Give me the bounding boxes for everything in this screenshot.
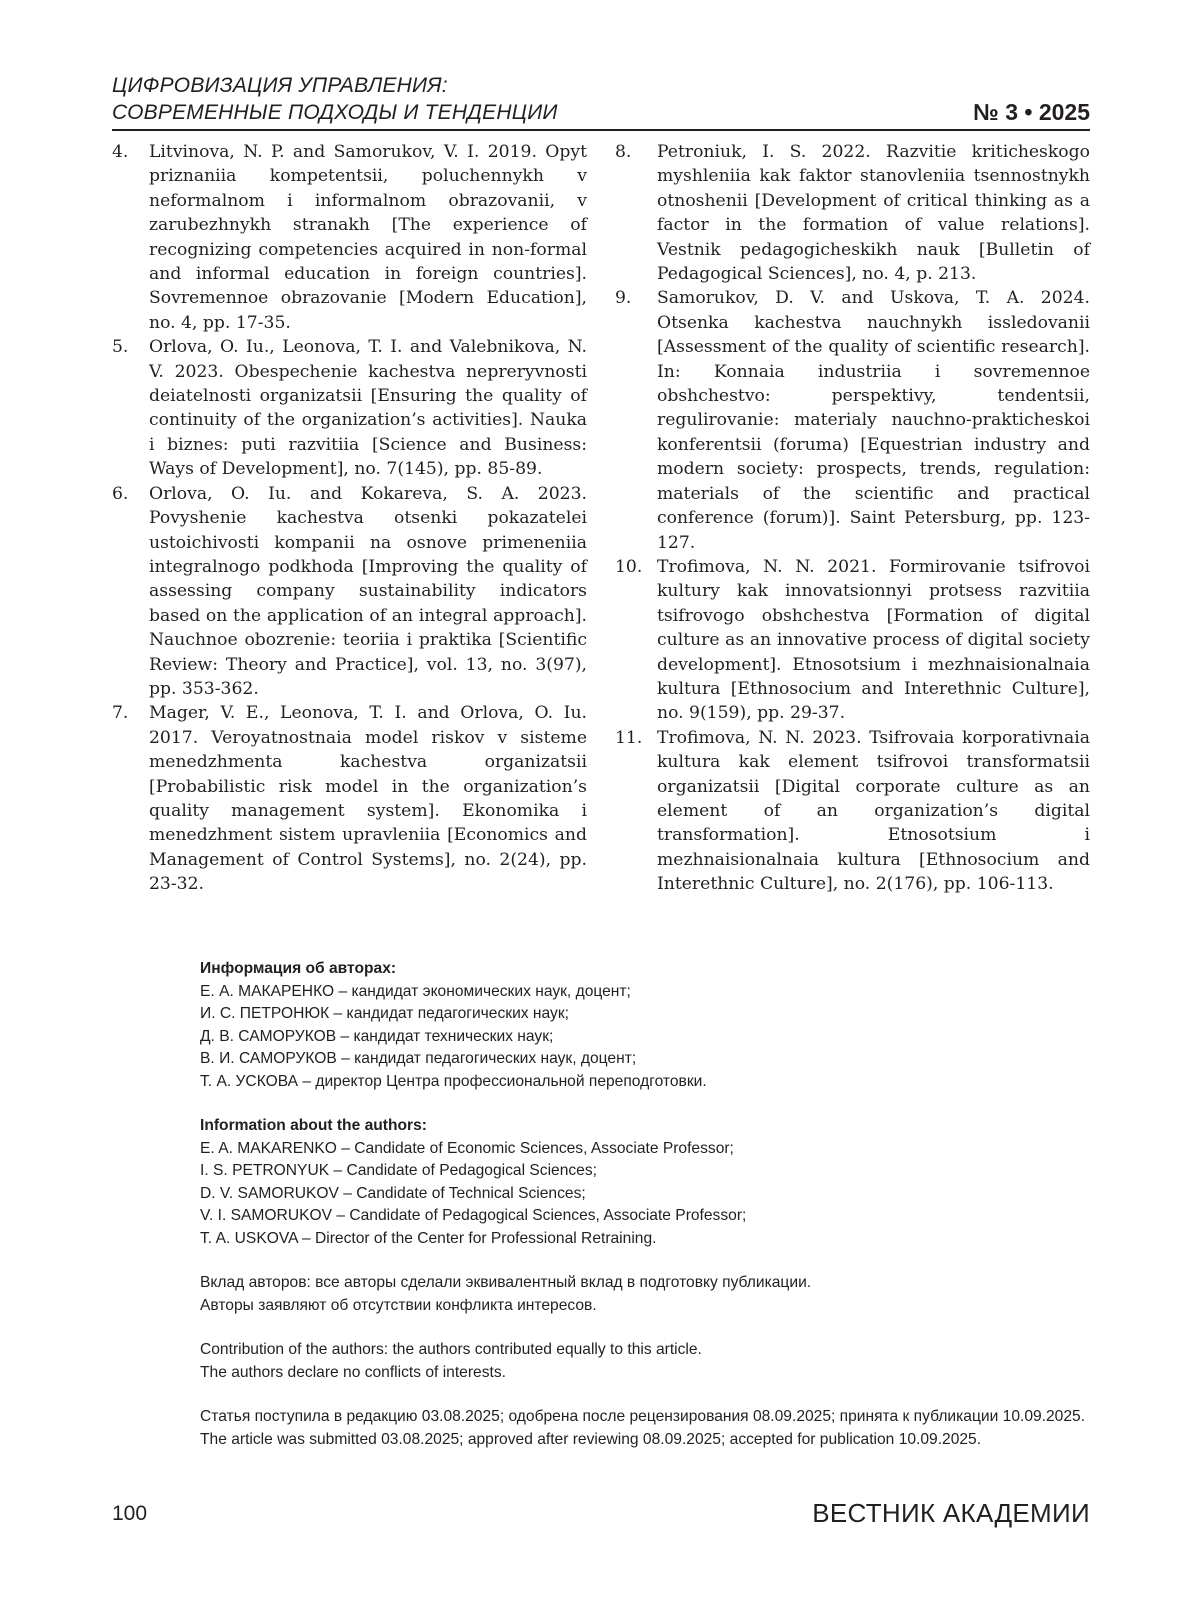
- reference-item: [615, 726, 1090, 897]
- author-ru-line: И. С. ПЕТРОНЮК – кандидат педагогических наук;: [200, 1005, 569, 1022]
- reference-item: [112, 701, 587, 896]
- reference-number: 9.: [615, 288, 632, 309]
- header-divider: [112, 129, 1090, 131]
- reference-text: Mager, V. E., Leonova, T. I. and Orlova, O. Iu. 2017. Veroyatnostnaia model riskov v sisteme menedzhmenta kachestva organizatsii [Probabilistic risk model in the organization’s quality management system]. Ekonomika i menedzhment sistem upravleniia [Economics and Management of Control Systems], no. 2(24), pp. 23-32.: [149, 703, 587, 895]
- contribution-ru: Вклад авторов: все авторы сделали эквивалентный вклад в подготовку публикации.: [200, 1274, 812, 1291]
- author-ru-line: Т. А. УСКОВА – директор Центра профессиональной переподготовки.: [200, 1072, 707, 1090]
- reference-item: [615, 140, 1090, 286]
- journal-section-title-line1: ЦИФРОВИЗАЦИЯ УПРАВЛЕНИЯ:: [112, 74, 448, 97]
- author-ru-line: В. И. САМОРУКОВ – кандидат педагогических наук, доцент;: [200, 1050, 637, 1067]
- author-en-line: V. I. SAMORUKOV – Candidate of Pedagogical Sciences, Associate Professor;: [200, 1207, 747, 1224]
- references-left-column: [112, 140, 587, 897]
- reference-number: 5.: [112, 337, 129, 358]
- reference-text: Samorukov, D. V. and Uskova, T. A. 2024. Otsenka kachestva nauchnykh issledovanii [Assessment of the quality of scientific research]. In: Konnaia industriia i sovremennoe obshchestvo: perspektivy, tendentsii, regulirovanie: materialy nauchno-prakticheskoi konferentsii (foruma) [Equestrian industry and modern society: prospects, trends, regulation: materials of the scientific and practical conference (forum)]. Saint Petersburg, pp. 123-127.: [657, 288, 1090, 553]
- references-right-column: [615, 140, 1090, 897]
- author-en-line: T. A. USKOVA – Director of the Center for Professional Retraining.: [200, 1229, 657, 1247]
- author-en-line: E. A. MAKARENKO – Candidate of Economic Sciences, Associate Professor;: [200, 1139, 734, 1157]
- reference-number: 7.: [112, 703, 129, 724]
- contribution-en: Contribution of the authors: the authors contributed equally to this article.: [200, 1341, 702, 1358]
- reference-text: Trofimova, N. N. 2023. Tsifrovaia korporativnaia kultura kak element tsifrovoi transformatsii organizatsii [Digital corporate culture as an element of an organization’s digital transformation]. Etnosotsium i mezhnaisionalnaia kultura [Ethnosocium and Interethnic Culture], no. 2(176), pp. 106-113.: [657, 727, 1090, 895]
- author-information-block: [200, 958, 1090, 1451]
- journal-section-title-line2: СОВРЕМЕННЫЕ ПОДХОДЫ И ТЕНДЕНЦИИ: [112, 101, 558, 124]
- submission-dates-ru: Статья поступила в редакцию 03.08.2025; одобрена после рецензирования 08.09.2025; принята к публикации 10.09.2025.: [200, 1408, 1086, 1425]
- reference-item: [615, 555, 1090, 726]
- reference-number: 4.: [112, 142, 129, 162]
- journal-name: ВЕСТНИК АКАДЕМИИ: [812, 1498, 1090, 1528]
- author-en-line: D. V. SAMORUKOV – Candidate of Technical Sciences;: [200, 1184, 586, 1202]
- conflict-en: The authors declare no conflicts of interests.: [200, 1363, 506, 1381]
- reference-item: [112, 482, 587, 702]
- reference-number: 6.: [112, 483, 129, 504]
- authors-ru-heading: Информация об авторах:: [200, 960, 397, 977]
- reference-number: 10.: [615, 556, 643, 577]
- reference-number: 11.: [615, 727, 643, 748]
- reference-text: Petroniuk, I. S. 2022. Razvitie kriticheskogo myshleniia kak faktor stanovleniia tsennostnykh otnoshenii [Development of critical thinking as a factor in the formation of value relations]. Vestnik pedagogicheskikh nauk [Bulletin of Pedagogical Sciences], no. 4, p. 213.: [657, 142, 1090, 285]
- reference-text: Orlova, O. Iu., Leonova, T. I. and Valebnikova, N. V. 2023. Obespechenie kachestva nepreryvnosti deiatelnosti organizatsii [Ensuring the quality of continuity of the organization’s activities]. Nauka i biznes: puti razvitiia [Science and Business: Ways of Development], no. 7(145), pp. 85-89.: [149, 337, 587, 480]
- reference-text: Trofimova, N. N. 2021. Formirovanie tsifrovoi kultury kak innovatsionnyi protsess razvitiia tsifrovogo obshchestva [Formation of digital culture as an innovative process of digital society development]. Etnosotsium i mezhnaisionalnaia kultura [Ethnosocium and Interethnic Culture], no. 9(159), pp. 29-37.: [657, 556, 1090, 724]
- reference-text: Orlova, O. Iu. and Kokareva, S. A. 2023. Povyshenie kachestva otsenki pokazatelei ustoichivosti kompanii na osnove primeneniia integralnogo podkhoda [Improving the quality of assessing company sustainability indicators based on the application of an integral approach]. Nauchnoe obozrenie: teoriia i praktika [Scientific Review: Theory and Practice], vol. 13, no. 3(97), pp. 353-362.: [149, 483, 587, 699]
- reference-item: [112, 335, 587, 481]
- authors-en-heading: Information about the authors:: [200, 1117, 427, 1134]
- reference-item: [112, 140, 587, 335]
- page-number: 100: [112, 1502, 148, 1525]
- submission-dates-en: The article was submitted 03.08.2025; approved after reviewing 08.09.2025; accepted for publication 10.09.2025.: [200, 1430, 982, 1448]
- author-en-line: I. S. PETRONYUK – Candidate of Pedagogical Sciences;: [200, 1162, 597, 1179]
- running-header: [112, 72, 1090, 126]
- reference-text: Litvinova, N. P. and Samorukov, V. I. 2019. Opyt priznaniia kompetentsii, poluchennykh v neformalnom i informalnom obrazovanii, v zarubezhnykh stranakh [The experience of recognizing competencies acquired in non-formal and informal education in foreign countries]. Sovremennoe obrazovanie [Modern Education], no. 4, pp. 17-35.: [149, 142, 587, 333]
- reference-number: 8.: [615, 142, 632, 162]
- author-ru-line: Д. В. САМОРУКОВ – кандидат технических наук;: [200, 1027, 554, 1045]
- author-ru-line: Е. А. МАКАРЕНКО – кандидат экономических наук, доцент;: [200, 982, 631, 1000]
- reference-item: [615, 286, 1090, 554]
- issue-number: № 3 • 2025: [973, 99, 1090, 125]
- conflict-ru: Авторы заявляют об отсутствии конфликта интересов.: [200, 1296, 597, 1314]
